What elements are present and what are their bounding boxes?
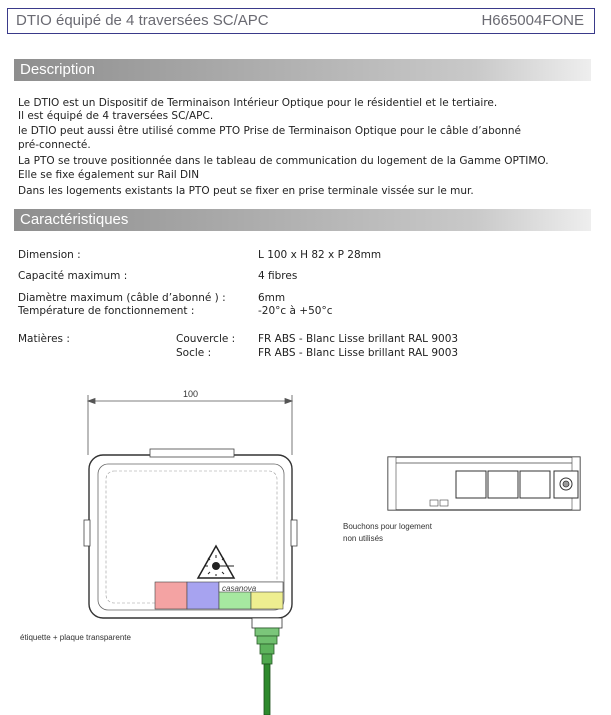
caption-plugs-line2: non utilisés xyxy=(343,534,384,543)
material-name-socle: Socle : xyxy=(176,347,212,359)
material-name-couvercle: Couvercle : xyxy=(176,333,236,345)
caption-label-plate: étiquette + plaque transparente xyxy=(20,633,131,642)
material-value-socle: FR ABS - Blanc Lisse brillant RAL 9003 xyxy=(258,347,459,359)
description-heading: Description xyxy=(20,61,96,78)
spec-label-dimension: Dimension : xyxy=(18,249,81,261)
caracteristiques-heading: Caractéristiques xyxy=(20,211,129,228)
spec-label-capacity: Capacité maximum : xyxy=(18,270,128,282)
product-reference: H665004FONE xyxy=(481,12,584,29)
description-line: pré-connecté. xyxy=(18,139,91,151)
spec-label-diameter: Diamètre maximum (câble d’abonné ) : xyxy=(18,292,226,304)
document-title: DTIO équipé de 4 traversées SC/APC xyxy=(16,12,269,29)
description-line: Elle se fixe également sur Rail DIN xyxy=(18,169,200,181)
caption-plugs-line1: Bouchons pour logement xyxy=(343,522,432,531)
spec-label-temperature: Température de fonctionnement : xyxy=(18,305,195,317)
description-line: le DTIO peut aussi être utilisé comme PTO Prise de Terminaison Optique pour le câble d’abonné xyxy=(18,125,521,137)
spec-value-diameter: 6mm xyxy=(258,292,286,304)
spec-value-dimension: L 100 x H 82 x P 28mm xyxy=(258,249,382,261)
side-view-box xyxy=(388,457,580,510)
description-line: La PTO se trouve positionnée dans le tableau de communication du logement de la Gamme OPTIMO. xyxy=(18,155,549,167)
connector-ports xyxy=(155,582,283,609)
spec-value-temperature: -20°c à +50°c xyxy=(258,305,333,317)
spec-value-capacity: 4 fibres xyxy=(258,270,298,282)
connector-port xyxy=(155,582,187,609)
materials-label: Matières : xyxy=(18,333,70,345)
connector-port xyxy=(187,582,219,609)
description-line: Il est équipé de 4 traversées SC/APC. xyxy=(18,110,214,122)
fiber-connector xyxy=(252,618,282,715)
brand-logo: casanova xyxy=(222,584,257,593)
material-value-couvercle: FR ABS - Blanc Lisse brillant RAL 9003 xyxy=(258,333,459,345)
description-line: Le DTIO est un Dispositif de Terminaison Intérieur Optique pour le résidentiel et le tertiaire. xyxy=(18,97,498,109)
dimension-line xyxy=(88,395,292,455)
description-line: Dans les logements existants la PTO peut se fixer en prise terminale vissée sur le mur. xyxy=(18,185,474,197)
dimension-value: 100 xyxy=(183,389,199,399)
